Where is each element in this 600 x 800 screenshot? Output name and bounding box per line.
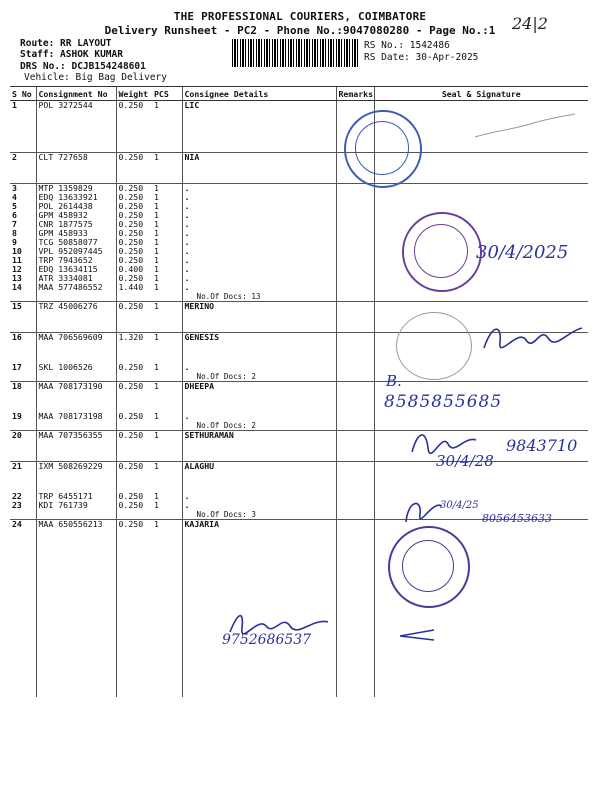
table-header-row: [10, 87, 588, 101]
cell-consignment: MAA 707356355: [36, 431, 116, 441]
cell-sno: 9: [12, 237, 17, 247]
cell-pcs: 1: [152, 520, 182, 530]
cell-sno: 16: [10, 333, 36, 343]
row-spacer: [10, 529, 588, 550]
cell-sno: 15: [10, 302, 36, 312]
cell-weight: 0.250: [116, 412, 152, 421]
cell-pcs: 1: [154, 282, 159, 292]
cell-pcs: 1: [154, 237, 159, 247]
cell-seal: [374, 412, 588, 421]
signature-merino: [478, 318, 588, 358]
handwritten-page-number: 24|2: [512, 14, 548, 33]
table-row: [10, 202, 588, 211]
cell-pcs: 1: [154, 246, 159, 256]
vehicle-label: Vehicle: Big Bag Delivery: [24, 72, 167, 83]
cell-consignee: .: [182, 265, 336, 274]
cell-remarks: [336, 101, 374, 111]
cell-consignee: DHEEPA: [182, 382, 336, 392]
cell-weight: 0.400: [116, 265, 152, 274]
signature-date-2: 30/4/28: [436, 452, 494, 470]
cell-consignment: KDI 761739: [36, 501, 116, 510]
cell-sno: 14: [12, 282, 22, 292]
cell-weight: 0.250: [116, 302, 152, 312]
cell-weight: 0.250: [116, 492, 152, 501]
cell-consignee: ALAGHU: [182, 462, 336, 472]
barcode: [232, 39, 358, 67]
cell-sno: 20: [10, 431, 36, 441]
cell-consignee: .: [182, 492, 336, 501]
table-row: [10, 412, 588, 421]
docs-count: No.Of Docs: 13: [182, 292, 336, 302]
table-row: [10, 101, 588, 111]
cell-weight: 0.250: [116, 211, 152, 220]
cell-weight: 0.250: [116, 363, 152, 372]
cell-remarks: [336, 520, 374, 530]
cell-sno: 4: [12, 192, 17, 202]
table-row: [10, 283, 588, 292]
table-row: [10, 193, 588, 202]
cell-remarks: [336, 431, 374, 441]
cell-remarks: [336, 501, 374, 510]
cell-sno: 7: [12, 219, 17, 229]
signature-genesis-phone: 8585855685: [384, 392, 503, 412]
alaghu-stamp: [388, 526, 470, 608]
row-spacer: [10, 676, 588, 697]
table-row: [10, 265, 588, 274]
row-spacer: [10, 440, 588, 462]
cell-remarks: [336, 193, 374, 202]
cell-consignee: .: [182, 256, 336, 265]
cell-consignee: .: [182, 363, 336, 372]
cell-consignee: .: [182, 193, 336, 202]
cell-consignee: SETHURAMAN: [182, 431, 336, 441]
cell-remarks: [336, 462, 374, 472]
rs-date: RS Date: 30-Apr-2025: [364, 52, 479, 63]
cell-remarks: [336, 333, 374, 343]
cell-seal: [374, 101, 588, 111]
cell-consignment: TRP 6455171: [36, 492, 116, 501]
cell-remarks: [336, 238, 374, 247]
cell-consignment: ATR 3334081: [36, 274, 116, 283]
cell-pcs: 1: [154, 201, 159, 211]
table-row: [10, 211, 588, 220]
cell-seal: [374, 184, 588, 194]
cell-weight: 0.250: [116, 101, 152, 111]
cell-pcs: 1: [154, 362, 159, 372]
cell-pcs: 1: [154, 255, 159, 265]
cell-seal: [374, 302, 588, 312]
cell-pcs: 1: [154, 192, 159, 202]
cell-pcs: 1: [154, 411, 159, 421]
cell-weight: 0.250: [116, 153, 152, 163]
cell-consignment: SKL 1006526: [36, 363, 116, 372]
route-label: Route: RR LAYOUT: [20, 38, 112, 49]
rs-number: RS No.: 1542486: [364, 40, 450, 51]
cell-consignment: CNR 1877575: [36, 220, 116, 229]
cell-weight: 0.250: [116, 256, 152, 265]
cell-consignee: GENESIS: [182, 333, 336, 343]
cell-sno: 24: [10, 520, 36, 530]
cell-remarks: [336, 265, 374, 274]
cell-consignee: .: [182, 202, 336, 211]
cell-sno: 1: [10, 101, 36, 111]
cell-sno: 10: [12, 246, 22, 256]
row-spacer: [10, 550, 588, 571]
cell-pcs: 1: [154, 219, 159, 229]
cell-sno: 6: [12, 210, 17, 220]
cell-consignment: MAA 708173190: [36, 382, 116, 392]
cell-seal: [374, 220, 588, 229]
cell-consignee: .: [182, 283, 336, 292]
cell-weight: 1.320: [116, 333, 152, 343]
col-weight: Weight: [116, 87, 152, 101]
table-row: [10, 153, 588, 163]
cell-weight: 0.250: [116, 247, 152, 256]
cell-pcs: 1: [154, 264, 159, 274]
cell-remarks: [336, 492, 374, 501]
cell-sno: 3: [10, 184, 36, 194]
cell-remarks: [336, 229, 374, 238]
cell-consignee: .: [182, 220, 336, 229]
cell-consignee: MERINO: [182, 302, 336, 312]
cell-consignment: IXM 508269229: [36, 462, 116, 472]
cell-consignment: MTP 1359829: [36, 184, 116, 194]
cell-sno: 21: [10, 462, 36, 472]
cell-weight: 0.250: [116, 431, 152, 441]
cell-remarks: [336, 363, 374, 372]
cell-remarks: [336, 274, 374, 283]
cell-consignee: .: [182, 211, 336, 220]
signature-date-3: 30/4/25: [440, 500, 479, 511]
cell-seal: [374, 193, 588, 202]
row-spacer: [10, 571, 588, 592]
signature-phone-4: 9752686537: [222, 632, 312, 648]
cell-consignee: KAJARIA: [182, 520, 336, 530]
cell-consignment: CLT 727658: [36, 153, 116, 163]
cell-weight: 0.250: [116, 501, 152, 510]
signature-date-1: 30/4/2025: [476, 242, 569, 263]
drs-number: DRS No.: DCJB154248601: [20, 61, 146, 72]
row-spacer: [10, 162, 588, 184]
cell-consignment: VPL 952097445: [36, 247, 116, 256]
cell-remarks: [336, 412, 374, 421]
table-row: [10, 220, 588, 229]
col-pcs: PCS: [152, 87, 182, 101]
cell-weight: 0.250: [116, 520, 152, 530]
cell-seal: [374, 202, 588, 211]
docs-count: No.Of Docs: 2: [182, 372, 336, 382]
cell-consignment: TRP 7943652: [36, 256, 116, 265]
cell-weight: 0.250: [116, 238, 152, 247]
cell-remarks: [336, 256, 374, 265]
row-spacer: [10, 471, 588, 492]
cell-remarks: [336, 382, 374, 392]
cell-consignment: TCG 50858077: [36, 238, 116, 247]
docs-count: No.Of Docs: 3: [182, 510, 336, 520]
cell-pcs: 1: [152, 302, 182, 312]
signature-phone-3: 8056453633: [482, 512, 552, 525]
cell-pcs: 1: [154, 500, 159, 510]
cell-consignee: NIA: [182, 153, 336, 163]
cell-weight: 0.250: [116, 382, 152, 392]
cell-pcs: 1: [152, 153, 182, 163]
table-row: [10, 501, 588, 510]
company-name: THE PROFESSIONAL COURIERS, COIMBATORE: [173, 10, 427, 23]
cell-consignee: .: [182, 238, 336, 247]
cell-pcs: 1: [154, 273, 159, 283]
staff-label: Staff: ASHOK KUMAR: [20, 49, 123, 60]
cell-consignee: .: [182, 229, 336, 238]
cell-seal: [374, 211, 588, 220]
cell-consignment: TRZ 45006276: [36, 302, 116, 312]
cell-sno: 18: [10, 382, 36, 392]
cell-consignment: EDQ 13634115: [36, 265, 116, 274]
cell-pcs: 1: [154, 210, 159, 220]
cell-pcs: 1: [154, 491, 159, 501]
cell-consignee: .: [182, 412, 336, 421]
cell-seal: [374, 382, 588, 392]
cell-pcs: 1: [154, 228, 159, 238]
cell-consignment: GPM 458932: [36, 211, 116, 220]
cell-sno: 8: [12, 228, 17, 238]
cell-seal: [374, 274, 588, 283]
col-consignee: Consignee Details: [182, 87, 336, 101]
row-spacer: [10, 655, 588, 676]
cell-weight: 0.250: [116, 229, 152, 238]
cell-weight: 0.250: [116, 462, 152, 472]
cell-consignment: POL 3272544: [36, 101, 116, 111]
signature-genesis-name: B.: [386, 372, 402, 390]
signature-1: [470, 112, 580, 142]
col-seal: Seal & Signature: [374, 87, 588, 101]
cell-consignee: LIC: [182, 101, 336, 111]
cell-consignment: POL 2614438: [36, 202, 116, 211]
cell-remarks: [336, 220, 374, 229]
cell-sno: 22: [12, 491, 22, 501]
cell-consignee: .: [182, 274, 336, 283]
table-row: [10, 462, 588, 472]
merino-stamp: [396, 312, 472, 380]
cell-remarks: [336, 247, 374, 256]
cell-consignment: MAA 708173198: [36, 412, 116, 421]
table-row: [10, 492, 588, 501]
cell-pcs: 1: [152, 382, 182, 392]
cell-pcs: 1: [152, 462, 182, 472]
cell-sno: 17: [12, 362, 22, 372]
cell-pcs: 1: [152, 184, 182, 194]
cell-consignee: .: [182, 501, 336, 510]
cell-sno: 13: [12, 273, 22, 283]
cell-sno: 12: [12, 264, 22, 274]
signature-arrow: [394, 626, 440, 642]
cell-weight: 1.440: [116, 283, 152, 292]
cell-consignment: GPM 458933: [36, 229, 116, 238]
cell-pcs: 1: [152, 431, 182, 441]
table-row: [10, 431, 588, 441]
cell-consignment: MAA 650556213: [36, 520, 116, 530]
cell-consignment: MAA 577486552: [36, 283, 116, 292]
newbay-stamp: [402, 212, 482, 292]
cell-weight: 0.250: [116, 274, 152, 283]
cell-sno: 23: [12, 500, 22, 510]
cell-remarks: [336, 202, 374, 211]
docs-count: No.Of Docs: 2: [182, 421, 336, 431]
cell-consignee: .: [182, 184, 336, 194]
signature-phone-2: 9843710: [506, 436, 578, 455]
cell-consignment: MAA 706569609: [36, 333, 116, 343]
table-row: [10, 382, 588, 392]
col-consignment: Consignment No: [36, 87, 116, 101]
cell-weight: 0.250: [116, 202, 152, 211]
cell-sno: 11: [12, 255, 22, 265]
cell-remarks: [336, 211, 374, 220]
cell-sno: 2: [10, 153, 36, 163]
cell-weight: 0.250: [116, 220, 152, 229]
runsheet-title: Delivery Runsheet - PC2 - Phone No.:9047080280 - Page No.:1: [104, 24, 496, 37]
table-row: [10, 363, 588, 372]
table-row: [10, 302, 588, 312]
cell-remarks: [336, 283, 374, 292]
cell-sno: 19: [12, 411, 22, 421]
cell-consignment: EDQ 13633921: [36, 193, 116, 202]
cell-remarks: [336, 302, 374, 312]
cell-weight: 0.250: [116, 193, 152, 202]
lic-stamp: [344, 110, 422, 188]
cell-weight: 0.250: [116, 184, 152, 194]
cell-seal: [374, 283, 588, 292]
cell-pcs: 1: [152, 101, 182, 111]
col-sno: S No: [10, 87, 36, 101]
col-remarks: Remarks: [336, 87, 374, 101]
cell-consignee: .: [182, 247, 336, 256]
cell-sno: 5: [12, 201, 17, 211]
cell-pcs: 1: [152, 333, 182, 343]
